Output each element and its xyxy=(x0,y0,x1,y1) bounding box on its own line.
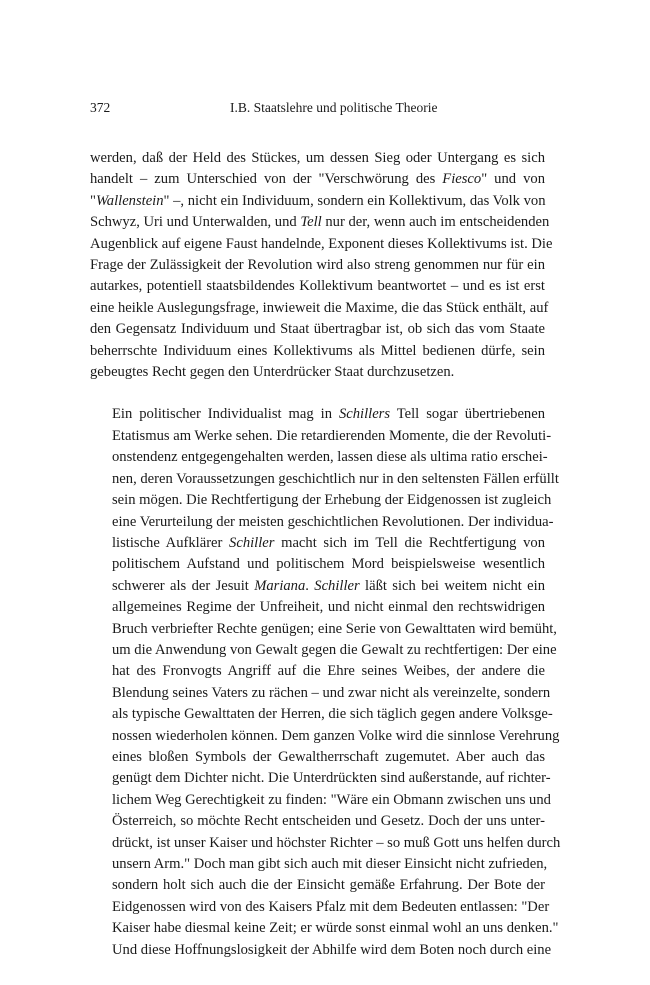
text-run: eine heikle Auslegungsfrage, inwieweit die Maxime, die das Stück enthält, auf xyxy=(90,299,549,316)
text-line xyxy=(90,790,551,811)
text-line xyxy=(90,234,553,255)
page-number: 372 xyxy=(90,100,111,115)
text-run: nen, deren Voraussetzungen geschichtlich nur in den seltensten Fällen erfüllt xyxy=(112,470,559,487)
text-run: listische Aufklärer xyxy=(112,534,230,551)
italic-text: Fiesco xyxy=(442,171,482,188)
text-line xyxy=(90,212,550,233)
text-line xyxy=(90,319,545,340)
text-run: sondern holt sich auch die der Einsicht gemäße Erfahrung. Der Bote der xyxy=(112,877,545,894)
text-line xyxy=(90,833,561,854)
text-line xyxy=(90,469,559,490)
text-run: eine Verurteilung der meisten geschichtlichen Revolutionen. Der individua- xyxy=(112,513,554,530)
text-run: nur der, wenn auch im entscheidenden xyxy=(321,214,550,231)
text-run: Österreich, so möchte Recht entscheiden und Gesetz. Doch der uns unter- xyxy=(112,813,545,830)
text-line xyxy=(90,191,545,212)
text-run: Bruch verbriefter Rechte genügen; eine Serie von Gewalttaten wird bemüht, xyxy=(112,620,557,637)
italic-text: Tell xyxy=(300,214,322,231)
text-line xyxy=(90,554,545,575)
text-run: . xyxy=(305,577,315,594)
text-run: beherrschte Individuum eines Kollektivums als Mittel bedienen dürfe, sein xyxy=(90,342,545,359)
text-line xyxy=(90,341,545,362)
text-run: läßt sich bei weitem nicht ein xyxy=(359,577,546,594)
text-run: den Gegensatz Individuum und Staat übertragbar ist, ob sich das vom Staate xyxy=(90,321,545,338)
text-run: unsern Arm." Doch man gibt sich auch mit dieser Einsicht nicht zufrieden, xyxy=(112,856,548,872)
text-line xyxy=(90,255,545,276)
text-line xyxy=(90,683,551,704)
text-run: Tell sogar übertriebenen xyxy=(390,406,545,423)
text-run: handelt – zum Unterschied von der "Verschwörung des xyxy=(90,171,443,188)
text-run: genügt dem Dichter nicht. Die Unterdrückten sind außerstande, auf richter- xyxy=(112,770,551,787)
paragraph xyxy=(90,404,561,961)
text-run: nossen wiederholen können. Dem ganzen Volke wird die sinnlose Verehrung xyxy=(112,727,560,744)
text-run: gebeugtes Recht gegen den Unterdrücker Staat durchzusetzen. xyxy=(90,364,455,381)
text-line xyxy=(90,747,545,768)
text-run: Ein politischer Individualist mag in xyxy=(112,406,339,423)
body-text xyxy=(90,148,561,961)
text-run: allgemeines Regime der Unfreiheit, und nicht einmal den rechtswidrigen xyxy=(112,599,545,616)
text-line xyxy=(90,940,552,961)
text-line xyxy=(90,404,545,425)
text-run: Und diese Hoffnungslosigkeit der Abhilfe wird dem Boten noch durch eine xyxy=(112,941,552,958)
text-line xyxy=(90,426,552,447)
text-line xyxy=(90,169,545,190)
text-line xyxy=(90,704,553,725)
text-line xyxy=(90,512,554,533)
text-line xyxy=(90,875,545,896)
text-run: " –, nicht ein Individuum, sondern ein Kollektivum, das Volk von xyxy=(163,192,546,209)
text-line xyxy=(90,276,545,297)
text-run: Schwyz, Uri und Unterwalden, und xyxy=(90,214,301,231)
text-run: politischem Aufstand und politischem Mord beispielsweise wesentlich xyxy=(112,556,545,573)
text-line xyxy=(90,661,545,682)
text-line xyxy=(90,490,552,511)
text-line xyxy=(90,897,550,918)
text-run: Augenblick auf eigene Faust handelnde, Exponent dieses Kollektivums ist. Die xyxy=(90,235,553,252)
italic-text: Schiller xyxy=(314,577,360,594)
text-run: drückt, ist unser Kaiser und höchster Richter – so muß Gott uns helfen durch xyxy=(112,834,561,851)
paragraph xyxy=(90,148,553,383)
text-run: Blendung seines Vaters zu rächen – und zwar nicht als vereinzelte, sondern xyxy=(112,684,551,701)
text-line xyxy=(90,576,545,597)
running-head: I.B. Staatslehre und politische Theorie xyxy=(230,100,438,115)
text-run: Kaiser habe diesmal keine Zeit; er würde sonst einmal wohl an uns denken." xyxy=(112,920,559,937)
italic-text: Mariana xyxy=(254,577,306,594)
text-run: um die Anwendung von Gewalt gegen die Gewalt zu rechtfertigen: Der eine xyxy=(112,641,557,658)
text-run: werden, daß der Held des Stückes, um dessen Sieg oder Untergang es sich xyxy=(90,150,545,166)
text-line xyxy=(90,768,551,789)
text-line xyxy=(90,447,548,468)
text-line xyxy=(90,619,557,640)
page-header xyxy=(90,100,545,120)
text-line xyxy=(90,298,549,319)
text-line xyxy=(90,597,545,618)
text-line xyxy=(90,918,559,939)
text-line xyxy=(90,726,560,747)
text-line xyxy=(90,362,545,383)
italic-text: Schillers xyxy=(338,406,391,423)
text-run: als typische Gewalttaten der Herren, die sich täglich gegen andere Volksge- xyxy=(112,706,553,723)
text-run: " xyxy=(90,192,96,209)
text-line xyxy=(90,148,545,169)
text-run: Etatismus am Werke sehen. Die retardierenden Momente, die der Revoluti- xyxy=(112,427,552,444)
text-line xyxy=(90,533,545,554)
italic-text: Wallenstein xyxy=(95,192,164,209)
text-run: schwerer als der Jesuit xyxy=(112,577,255,594)
text-run: lichem Weg Gerechtigkeit zu finden: "Wäre ein Obmann zwischen uns und xyxy=(112,791,551,808)
text-line xyxy=(90,854,548,875)
text-run: sein mögen. Die Rechtfertigung der Erhebung der Eidgenossen ist zugleich xyxy=(112,492,552,509)
text-run: hat des Fronvogts Angriff auf die Ehre seines Weibes, der andere die xyxy=(112,663,545,680)
text-line xyxy=(90,811,545,832)
text-run: macht sich im Tell die Rechtfertigung von xyxy=(274,534,545,551)
text-line xyxy=(90,640,557,661)
text-run: Frage der Zulässigkeit der Revolution wird also streng genommen nur für ein xyxy=(90,257,545,274)
text-run: eines bloßen Symbols der Gewaltherrschaft zugemutet. Aber auch das xyxy=(112,748,545,765)
text-run: Eidgenossen wird von des Kaisers Pfalz mit dem Bedeuten entlassen: "Der xyxy=(112,898,550,915)
italic-text: Schiller xyxy=(229,534,275,551)
text-run: " und von xyxy=(481,171,545,188)
text-run: autarkes, potentiell staatsbildendes Kollektivum beantwortet – und es ist erst xyxy=(90,278,545,295)
text-run: onstendenz entgegengehalten werden, lassen diese als ultima ratio erschei- xyxy=(112,449,548,466)
